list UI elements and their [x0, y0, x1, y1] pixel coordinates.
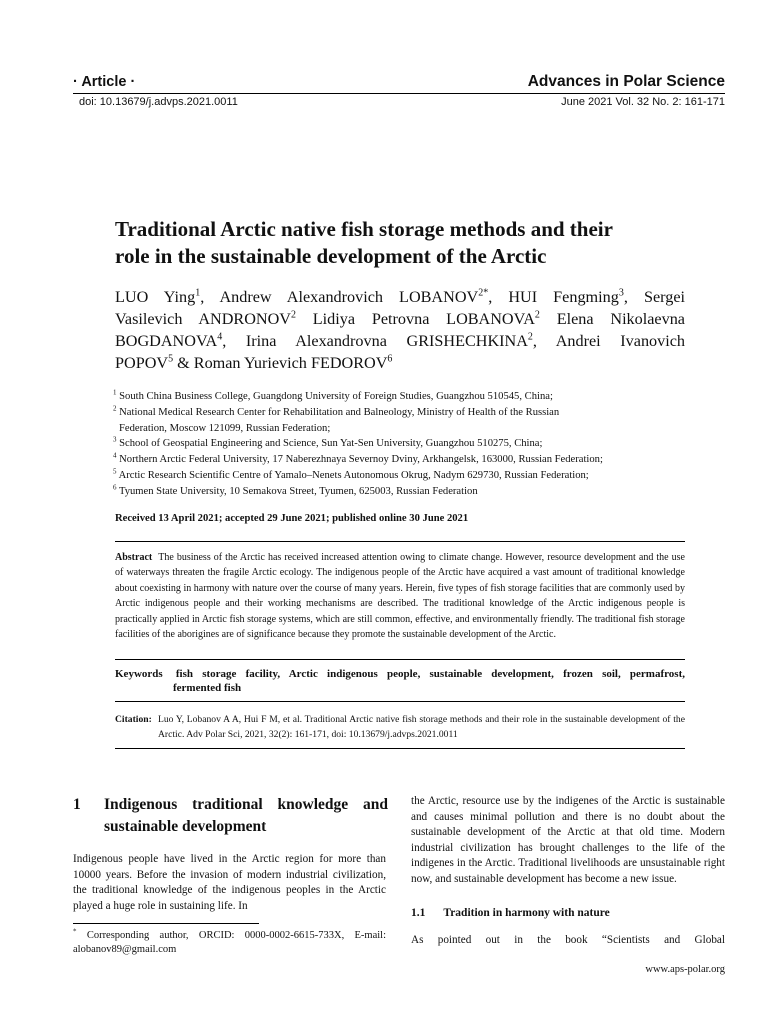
author-affil-mark: 6: [387, 353, 393, 365]
journal-website: www.aps-polar.org: [645, 964, 725, 975]
citation-label: Citation:: [115, 714, 152, 725]
affiliations: [113, 389, 693, 500]
abstract: [115, 550, 685, 642]
affiliation: $^2$ National Medical Research Center for Rehabilitation and Balneology, Ministry of Health of the Russian: [113, 404, 560, 418]
author-affil-mark: 3: [618, 287, 624, 299]
citation-text: Luo Y, Lobanov A A, Hui F M, et al. Traditional Arctic native fish storage methods and their role in the sustainable development of the Arctic. Adv Polar Sci, 2021, 32(2): 161-171, doi: 10.13679/j.advps.2021.0011: [158, 714, 685, 740]
abstract-label: Abstract: [115, 552, 153, 563]
body-paragraph: As pointed out in the book “Scientists and Global: [411, 934, 725, 946]
footnote-rule: [73, 923, 259, 924]
keywords-label: Keywords: [115, 668, 163, 680]
affiliation: $^4$ Northern Arctic Federal University, 17 Naberezhnaya Severnoy Dviny, Arkhangelsk, 163000, Russian Federation;: [113, 451, 603, 466]
title-line: Traditional Arctic native fish storage methods and their: [115, 217, 613, 241]
header-rule: [73, 93, 725, 94]
section-number: 1: [73, 796, 81, 813]
author-name: HUI Fengming: [508, 288, 619, 306]
author-affil-mark: 2: [290, 309, 296, 321]
divider: [115, 659, 685, 660]
divider: [115, 701, 685, 702]
affiliation: $^6$ Tyumen State University, 10 Semakova Street, Tyumen, 625003, Russian Federation: [113, 483, 478, 497]
body-paragraph: the Arctic, resource use by the indigenes of the Arctic is sustainable and causes minimal pollution and there is no doubt about the sustainable development of the Arctic at that old time. Modern industrial civilization has brought challenges to the life of the indigenes in the Arctic. Traditional livelihoods are unsustainable right now, and sustainable development has become a new issue.: [411, 795, 725, 885]
article-type-label: · Article ·: [73, 74, 136, 90]
author-line: BOGDANOVA$^4$, Irina Alexandrovna GRISHECHKINA$^2$, Andrei Ivanovich: [115, 331, 685, 350]
affiliation-continued: Federation, Moscow 121099, Russian Federation;: [119, 422, 331, 434]
author-name: Roman Yurievich FEDOROV: [193, 354, 388, 372]
footnote-text: Corresponding author, ORCID: 0000-0002-6615-733X, E-mail: alobanov89@gmail.com: [73, 930, 387, 955]
divider: [115, 748, 685, 749]
author-affil-mark: 2*: [478, 287, 489, 299]
received-dates: Received 13 April 2021; accepted 29 June 2021; published online 30 June 2021: [115, 513, 469, 524]
paper-title: [115, 216, 685, 270]
subsection-title: Tradition in harmony with nature: [443, 907, 610, 919]
author-list: [115, 286, 685, 374]
keywords: [115, 668, 685, 695]
keywords-text: fish storage facility, Arctic indigenous people, sustainable development, frozen soil, permafrost,: [175, 668, 686, 680]
author-affil-mark: 2: [534, 309, 540, 321]
author-affil-mark: 1: [195, 287, 201, 299]
affiliation: $^3$ School of Geospatial Engineering and Science, Sun Yat-Sen University, Guangzhou 510275, China;: [113, 435, 543, 450]
doi: doi: 10.13679/j.advps.2021.0011: [79, 96, 238, 108]
section-heading: [73, 794, 388, 838]
subsection-number: 1.1: [411, 907, 426, 919]
subsection-heading: [411, 907, 610, 919]
author-affil-mark: 5: [168, 353, 174, 365]
author-name: Andrew Alexandrovich LOBANOV: [219, 288, 479, 306]
body-paragraph: Indigenous people have lived in the Arctic region for more than 10000 years. Before the invasion of modern industrial civilization, the traditional knowledge of the indigenous peoples in the Arctic played a huge role in sustaining life. In: [73, 853, 386, 912]
author-line: LUO Ying$^1$, Andrew Alexandrovich $LOBANOV^{2*}$, HUI Fengming$^3$, Sergei: [115, 287, 686, 306]
section-title: Indigenous traditional knowledge and sustainable development: [104, 796, 388, 835]
divider: [115, 541, 685, 542]
author-affil-mark: 4: [217, 331, 223, 343]
author-line: POPOV$^5$ & Roman Yurievich FEDOROV$^6$: [115, 353, 393, 372]
affiliation: $^5$ Arctic Research Scientific Centre of Yamalo–Nenets Autonomous Okrug, Nadym 629730, Russian Federation;: [113, 467, 589, 481]
author-name: Lidiya Petrovna LOBANOVA: [312, 310, 535, 328]
author-name: Irina Alexandrovna GRISHECHKINA: [245, 332, 528, 350]
author-name: LUO Ying: [115, 288, 196, 306]
author-line: Vasilevich ANDRONOV$^2$ Lidiya Petrovna LOBANOVA$^2$ Elena Nikolaevna: [115, 309, 685, 328]
issue-info: June 2021 Vol. 32 No. 2: 161-171: [561, 96, 725, 108]
footnote: * Corresponding author, ORCID: 0000-0002-6615-733X, E-mail: alobanov89@gmail.com: [73, 927, 387, 955]
title-line: role in the sustainable development of the Arctic: [115, 244, 547, 268]
citation: [115, 712, 685, 742]
keywords-text: fermented fish: [173, 681, 242, 694]
journal-name: Advances in Polar Science: [527, 73, 725, 90]
affiliation: $^1$ South China Business College, Guangdong University of Foreign Studies, Guangzhou 510545, China;: [113, 388, 553, 402]
abstract-text: The business of the Arctic has received increased attention owing to climate change. However, resource development and the use of waterways threaten the fragile Arctic ecology. The indigenous people of the Arctic have acquired a vast amount of traditional knowledge about coexisting in harmony with nature over the course of many years. Herein, five types of fish storage facilities that are commonly used by Arctic indigenous people and their working mechanisms are described. The traditional knowledge of the Arctic indigenous people is practically applied in Arctic fish storage systems, which are still common, effective, and environmentally friendly. The traditional fish storage facilities of the aborigines are of significance because they promote the sustainable development of the Arctic.: [115, 552, 685, 641]
author-affil-mark: 2: [527, 331, 533, 343]
